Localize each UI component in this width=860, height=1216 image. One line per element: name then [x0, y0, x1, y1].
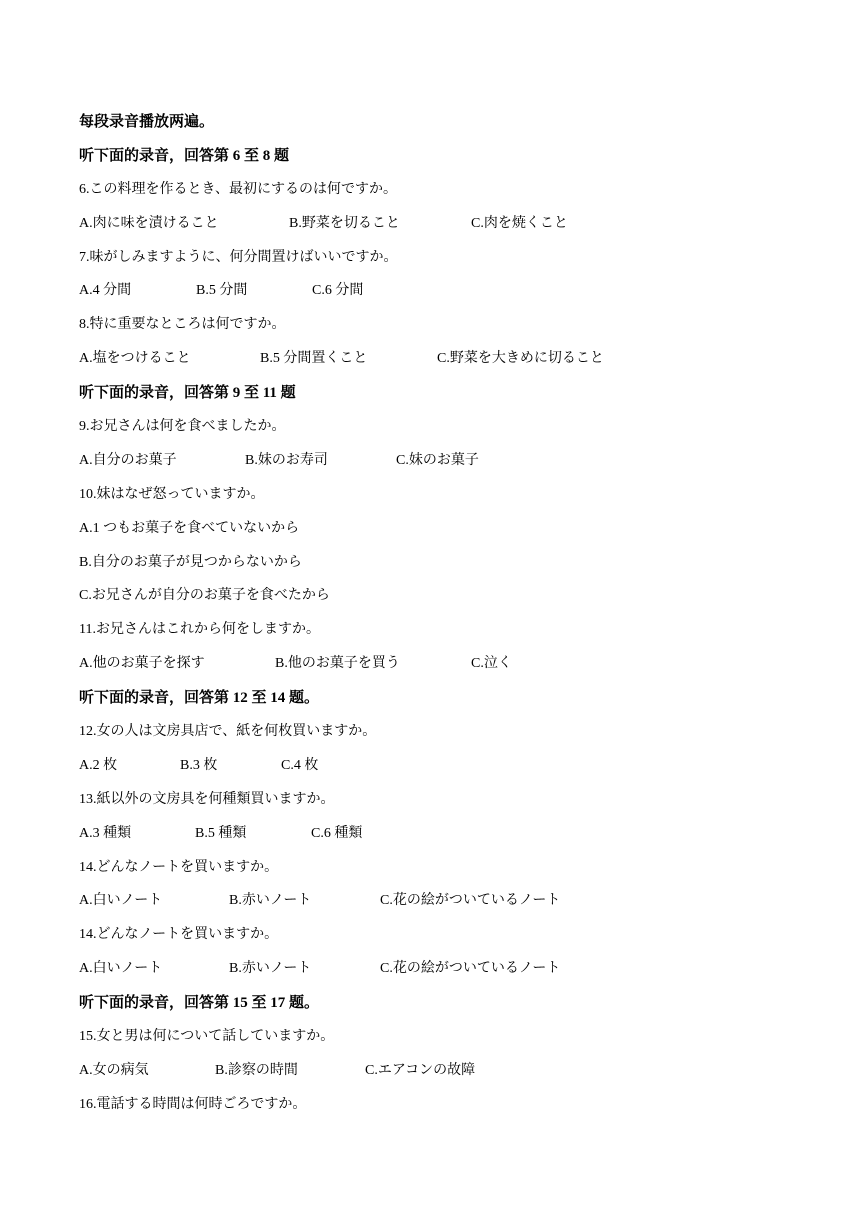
option-b: B.自分のお菓子が見つからないから: [79, 554, 302, 570]
question-text: 14.どんなノートを買いますか。: [79, 859, 279, 875]
options-row: [79, 447, 819, 481]
options-row: [79, 955, 819, 989]
options-row: [79, 820, 819, 854]
option-b: B.5 分間置くこと: [260, 351, 368, 367]
option-a: A.他のお菓子を探す: [79, 656, 205, 672]
option-a: A.女の病気: [79, 1062, 149, 1078]
question-text: 11.お兄さんはこれから何をしますか。: [79, 622, 320, 638]
option-a: A.肉に味を漬けること: [79, 215, 219, 231]
question-text: 14.どんなノートを買いますか。: [79, 927, 279, 943]
document-page: [79, 108, 819, 1125]
option-c: C.4 枚: [281, 757, 319, 773]
option-b: B.妹のお寿司: [245, 452, 328, 468]
section-heading: 听下面的录音，回答第 15 至 17 题。: [79, 995, 320, 1012]
option-a: A.自分のお菓子: [79, 452, 177, 468]
question-text: 9.お兄さんは何を食べましたか。: [79, 419, 286, 435]
option-b: B.野菜を切ること: [289, 215, 400, 231]
question-text: 15.女と男は何について話していますか。: [79, 1029, 335, 1045]
question-text: 12.女の人は文房具店で、紙を何枚買いますか。: [79, 724, 377, 740]
question-text: 6.この料理を作るとき、最初にするのは何ですか。: [79, 181, 397, 197]
option-b: B.他のお菓子を買う: [275, 656, 400, 672]
option-b: B.診察の時間: [215, 1062, 298, 1078]
option-a: A.白いノート: [79, 961, 163, 977]
options-row: [79, 752, 819, 786]
question-text: 13.紙以外の文房具を何種類買いますか。: [79, 791, 335, 807]
option-b: B.3 枚: [180, 757, 218, 773]
option-c: C.泣く: [471, 656, 512, 672]
option-b: B.5 分間: [196, 283, 248, 299]
options-row: [79, 345, 819, 379]
question-text: 10.妹はなぜ怒っていますか。: [79, 486, 265, 502]
option-a: A.塩をつけること: [79, 351, 191, 367]
option-c: C.お兄さんが自分のお菓子を食べたから: [79, 588, 330, 604]
question-text: 8.特に重要なところは何ですか。: [79, 317, 286, 333]
option-b: B.赤いノート: [229, 961, 312, 977]
option-c: C.野菜を大きめに切ること: [437, 351, 604, 367]
option-a: A.4 分間: [79, 283, 132, 299]
section-heading: 听下面的录音，回答第 12 至 14 题。: [79, 690, 320, 707]
option-b: B.5 種類: [195, 825, 247, 841]
option-c: C.6 分間: [312, 283, 364, 299]
option-c: C.肉を焼くこと: [471, 215, 568, 231]
question-text: 7.味がしみますように、何分間置けばいいですか。: [79, 249, 398, 265]
options-row: [79, 650, 819, 684]
section-heading: 听下面的录音，回答第 9 至 11 题: [79, 385, 296, 402]
options-row: [79, 210, 819, 244]
option-a: A.2 枚: [79, 757, 118, 773]
options-row: [79, 1057, 819, 1091]
option-c: C.妹のお菓子: [396, 452, 479, 468]
option-a: A.3 種類: [79, 825, 132, 841]
options-row: [79, 887, 819, 921]
option-b: B.赤いノート: [229, 893, 312, 909]
option-a: A.1 つもお菓子を食べていないから: [79, 520, 300, 536]
options-row: [79, 277, 819, 311]
intro-text: 每段录音播放两遍。: [79, 114, 215, 130]
section-heading: 听下面的录音，回答第 6 至 8 题: [79, 147, 290, 164]
option-a: A.白いノート: [79, 893, 163, 909]
option-c: C.花の絵がついているノート: [380, 893, 561, 909]
question-text: 16.電話する時間は何時ごろですか。: [79, 1096, 307, 1112]
option-c: C.花の絵がついているノート: [380, 961, 561, 977]
option-c: C.エアコンの故障: [365, 1062, 476, 1078]
option-c: C.6 種類: [311, 825, 363, 841]
